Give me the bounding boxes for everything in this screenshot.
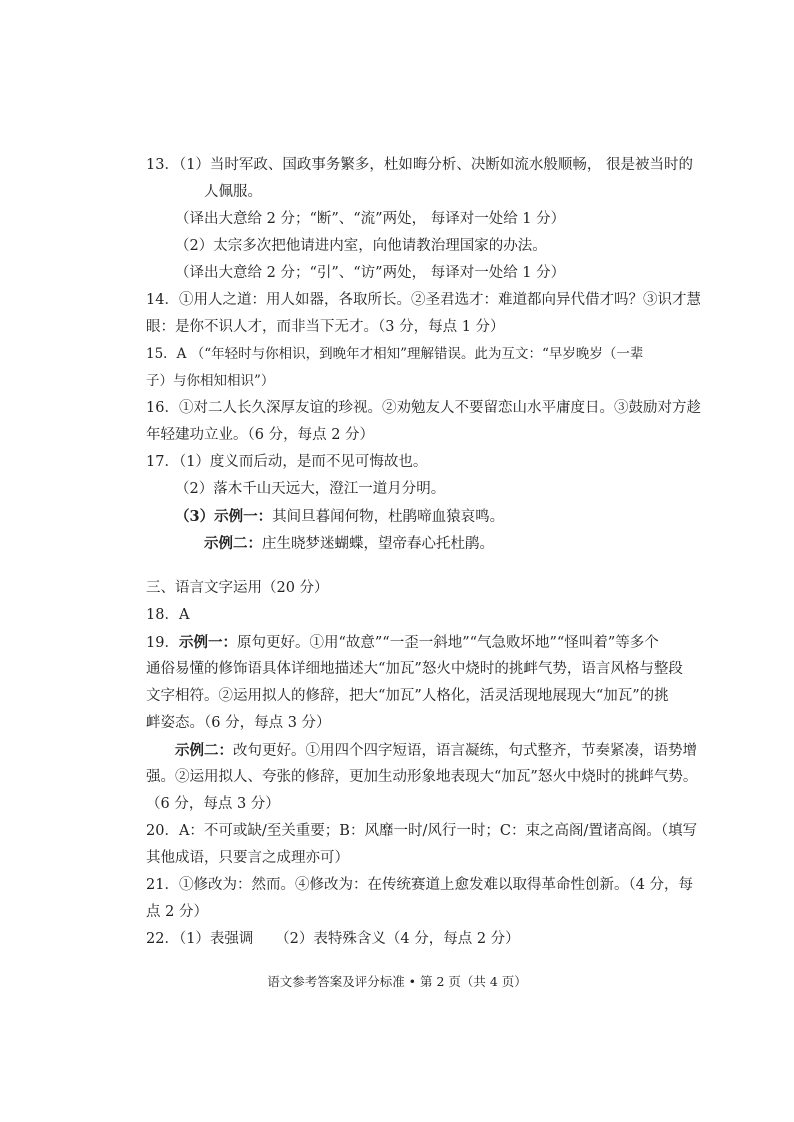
answer-20-line-1: 20．A：不可或缺/至关重要；B：风靡一时/风行一时；C：束之高阁/置诸高阁。（填写 [146, 823, 698, 839]
answer-22: 22．（1）表强调 （2）表特殊含义（4 分，每点 2 分） [146, 931, 520, 947]
answer-17-line-1: 17．（1）度义而后动，是而不见可悔故也。 [146, 454, 428, 470]
example-label: 示例二： [204, 535, 262, 552]
answer-14-line-2: 眼：是你不识人才，而非当下无才。（3 分，每点 1 分） [146, 319, 505, 335]
answer-key-body [146, 152, 701, 953]
answer-13-line-2: 人佩服。 [204, 184, 262, 200]
answer-19-line-3: 文字相符。②运用拟人的修辞，把大“加瓦”人格化，活灵活现地展现大“加瓦”的挑 [146, 688, 669, 704]
answer-19-line-2: 通俗易懂的修饰语具体详细地描述大“加瓦”怒火中烧时的挑衅气势，语言风格与整段 [146, 661, 683, 677]
section-gap [146, 557, 658, 575]
example-label: （3）示例一： [175, 508, 273, 525]
section-heading: 三、语言文字运用（20 分） [146, 580, 329, 596]
answer-13-line-3: （2）太宗多次把他请进内室，向他请教治理国家的办法。 [175, 238, 547, 254]
answer-17-line-3: （3）示例一：其间旦暮闻何物，杜鹃啼血猿哀鸣。 [175, 508, 505, 525]
answer-14-line-1: 14．①用人之道：用人如器，各取所长。②圣君选才：难道都向异代借才吗？③识才慧 [146, 292, 701, 308]
answer-19-line-4: 衅姿态。（6 分，每点 3 分） [146, 715, 331, 731]
example-label: 示例二： [175, 742, 233, 759]
answer-19-line-5: 示例二：改句更好。①用四个四字短语，语言凝练，句式整齐，节奏紧凑，语势增 [175, 742, 697, 759]
answer-19-line-1: 19．示例一：原句更好。①用“故意”“一歪一斜地”“气急败坏地”“怪叫着”等多个 [146, 634, 659, 651]
answer-17-line-2: （2）落木千山天远大，澄江一道月分明。 [175, 481, 446, 497]
answer-19-line-6: 强。②运用拟人、夸张的修辞，更加生动形象地表现大“加瓦”怒火中烧时的挑衅气势。 [146, 769, 698, 785]
answer-21-line-2: 点 2 分） [146, 904, 208, 920]
answer-13-scoring-1: （译出大意给 2 分；“断”、“流”两处， 每译对一处给 1 分） [175, 211, 566, 227]
answer-13-line-1: 13．（1）当时军政、国政事务繁多，杜如晦分析、决断如流水般顺畅， 很是被当时的 [146, 157, 694, 173]
answer-15-line-2: 子）与你相知相识”） [146, 373, 275, 389]
page-footer: 语文参考答案及评分标准 • 第 2 页（共 4 页） [267, 974, 527, 989]
answer-17-line-4: 示例二：庄生晓梦迷蝴蝶，望帝春心托杜鹃。 [204, 535, 494, 552]
answer-19-line-7: （6 分，每点 3 分） [146, 796, 280, 812]
answer-16-line-2: 年轻建功立业。（6 分，每点 2 分） [146, 427, 375, 443]
answer-20-line-2: 其他成语，只要言之成理亦可） [146, 850, 349, 866]
example-label: 示例一： [178, 634, 237, 651]
answer-16-line-1: 16．①对二人长久深厚友谊的珍视。②劝勉友人不要留恋山水平庸度日。③鼓励对方趁 [146, 400, 701, 416]
answer-15-line-1: 15．A （“年轻时与你相识，到晚年才相知”理解错误。此为互文：“早岁晚岁（一辈 [146, 346, 644, 362]
answer-21-line-1: 21．①修改为：然而。④修改为：在传统赛道上愈发难以取得革命性创新。（4 分，每 [146, 877, 694, 893]
answer-13-scoring-2: （译出大意给 2 分；“引”、“访”两处， 每译对一处给 1 分） [175, 265, 566, 281]
answer-18: 18．A [146, 607, 190, 623]
